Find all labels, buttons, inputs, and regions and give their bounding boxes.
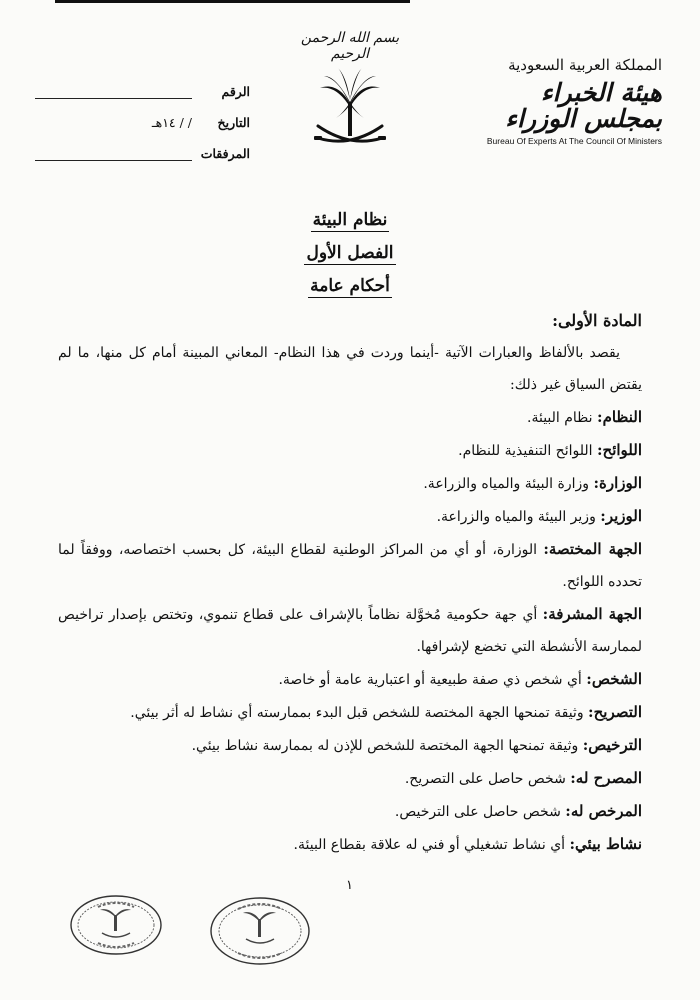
letterhead-emblem	[300, 30, 400, 150]
definition-term: المصرح له:	[570, 769, 642, 787]
top-edge-line	[55, 0, 410, 3]
definition-term: المرخص له:	[565, 802, 642, 820]
article-intro: يقصد بالألفاظ والعبارات الآتية -أينما وردت في هذا النظام- المعاني المبينة أمام كل منها، ما لم يقتض السياق غير ذلك:	[58, 345, 642, 393]
definition-text: الوزارة، أو أي من المراكز الوطنية لقطاع البيئة، كل بحسب اختصاصه، ووفقاً لما تحدده اللوائح.	[58, 542, 642, 590]
number-label: الرقم	[221, 84, 250, 99]
basmala: بسم الله الرحمن الرحيم	[300, 30, 400, 62]
definition-item	[58, 762, 642, 795]
definition-item	[58, 401, 642, 434]
definition-text: وثيقة تمنحها الجهة المختصة للشخص للإذن له بممارسة نشاط بيئي.	[191, 738, 579, 754]
definition-item	[58, 795, 642, 828]
definition-text: أي جهة حكومية مُخوَّلة نظاماً بالإشراف على قطاع تنموي، وتختص بإصدار تراخيص لممارسة الأنشطة التي تخضع لإشرافها.	[58, 607, 642, 655]
date-value: / / ١٤هـ	[151, 115, 192, 130]
definition-term: الترخيص:	[582, 736, 642, 754]
definitions-list	[58, 401, 642, 861]
definition-text: أي شخص ذي صفة طبيعية أو اعتبارية عامة أو خاصة.	[278, 672, 582, 688]
page-number: ١	[346, 878, 353, 893]
letterhead-organization	[462, 56, 662, 146]
definition-item	[58, 828, 642, 861]
definition-text: وزارة البيئة والمياه والزراعة.	[423, 476, 589, 492]
section-title: أحكام عامة	[310, 276, 390, 296]
reference-fields	[35, 68, 250, 161]
definition-term: الجهة المشرفة:	[542, 605, 642, 623]
date-label: التاريخ	[217, 115, 250, 130]
definition-term: التصريح:	[588, 703, 642, 721]
definition-text: نظام البيئة.	[527, 410, 593, 426]
document-body	[58, 305, 642, 861]
bureau-name-english: Bureau Of Experts At The Council Of Ministers	[486, 135, 662, 146]
article-title: المادة الأولى:	[552, 311, 642, 330]
definition-term: نشاط بيئي:	[569, 835, 642, 853]
attachments-label: المرفقات	[200, 146, 250, 161]
official-seal-icon	[68, 893, 164, 957]
document-headings	[0, 210, 700, 309]
definition-term: الشخص:	[586, 670, 642, 688]
bureau-name-arabic: هيئة الخبراء بمجلس الوزراء	[505, 78, 662, 134]
definition-text: شخص حاصل على التصريح.	[404, 771, 566, 787]
definition-text: أي نشاط تشغيلي أو فني له علاقة بقطاع البيئة.	[293, 837, 566, 853]
definition-term: النظام:	[597, 408, 642, 426]
definition-term: اللوائح:	[596, 441, 642, 459]
chapter-title: الفصل الأول	[306, 243, 394, 263]
kingdom-name: المملكة العربية السعودية	[508, 56, 662, 74]
palm-and-swords-emblem-icon	[312, 64, 388, 150]
definition-item	[58, 729, 642, 762]
definition-item	[58, 434, 642, 467]
official-seal-icon	[208, 895, 312, 967]
definition-item	[58, 598, 642, 663]
attachments-field-row	[35, 130, 250, 161]
attachments-blank-line	[35, 146, 192, 161]
definition-term: الوزير:	[600, 507, 642, 525]
definition-item	[58, 533, 642, 598]
definition-term: الوزارة:	[593, 474, 642, 492]
definition-term: الجهة المختصة:	[543, 540, 642, 558]
definition-item	[58, 663, 642, 696]
number-blank-line	[35, 84, 192, 99]
number-field-row	[35, 68, 250, 99]
definition-text: وزير البيئة والمياه والزراعة.	[436, 509, 596, 525]
definition-text: اللوائح التنفيذية للنظام.	[458, 443, 593, 459]
definition-item	[58, 696, 642, 729]
system-title: نظام البيئة	[312, 210, 388, 230]
definition-text: وثيقة تمنحها الجهة المختصة للشخص قبل البدء بممارسته أي نشاط له أثر بيئي.	[130, 705, 584, 721]
definition-item	[58, 467, 642, 500]
definition-item	[58, 500, 642, 533]
definition-text: شخص حاصل على الترخيص.	[394, 804, 561, 820]
date-field-row	[35, 99, 250, 130]
